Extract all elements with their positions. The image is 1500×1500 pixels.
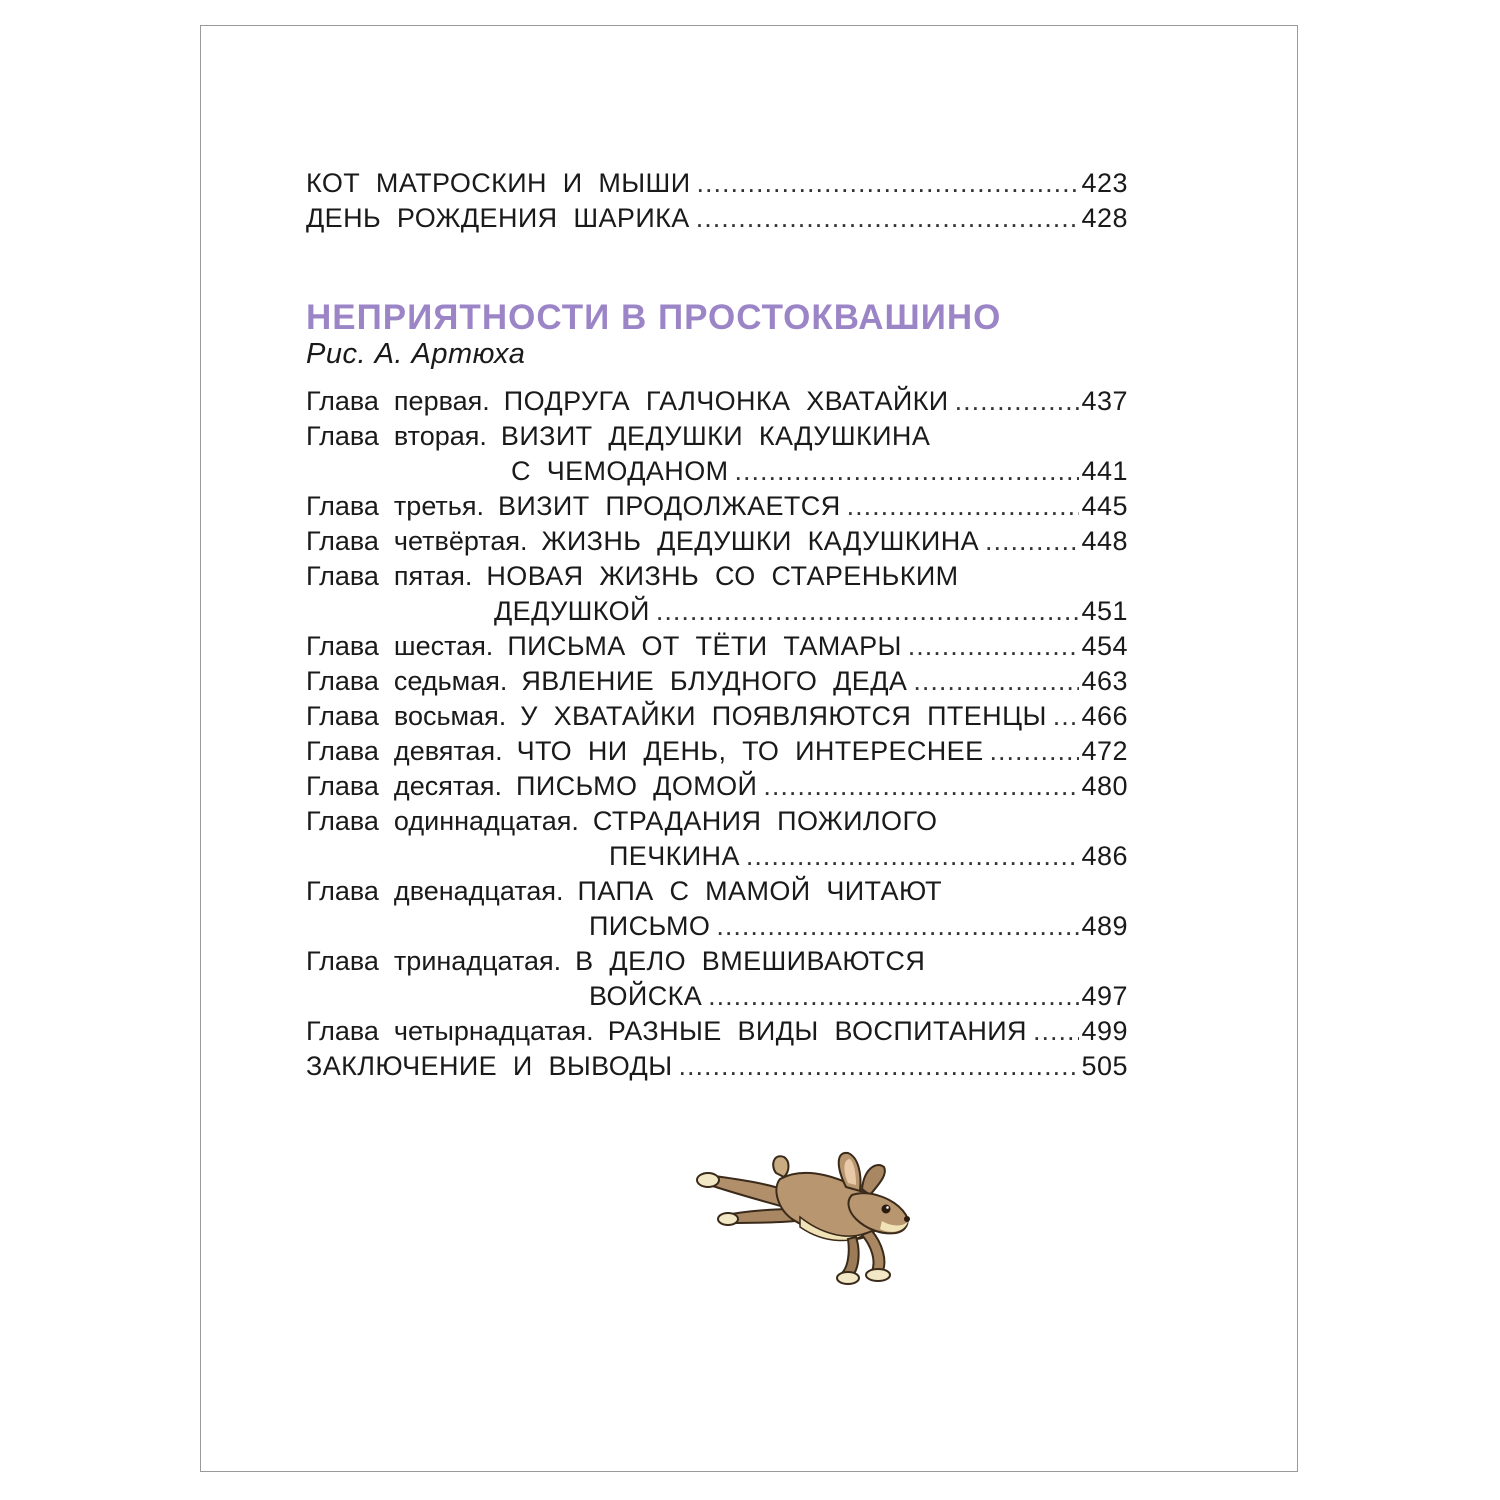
chapter-label: Глава двенадцатая. bbox=[306, 876, 564, 906]
toc-entry[interactable] bbox=[306, 201, 1128, 236]
dot-leader bbox=[1033, 1014, 1079, 1049]
dot-leader bbox=[913, 664, 1079, 699]
page-number: 428 bbox=[1081, 203, 1128, 233]
toc-entry-chapter-4[interactable] bbox=[306, 524, 1128, 559]
chapter-title: ЖИЗНЬ ДЕДУШКИ КАДУШКИНА bbox=[541, 526, 980, 556]
running-hare-icon bbox=[696, 1143, 926, 1288]
page-number: 437 bbox=[1081, 386, 1128, 416]
page-number: 472 bbox=[1081, 736, 1128, 766]
dot-leader bbox=[708, 979, 1079, 1014]
dot-leader bbox=[735, 454, 1080, 489]
section-title: НЕПРИЯТНОСТИ В ПРОСТОКВАШИНО bbox=[306, 298, 1002, 337]
page-number: 489 bbox=[1081, 911, 1128, 941]
page-number: 463 bbox=[1081, 666, 1128, 696]
book-page bbox=[200, 25, 1298, 1472]
page-number: 480 bbox=[1081, 771, 1128, 801]
entry-title: ЗАКЛЮЧЕНИЕ И ВЫВОДЫ bbox=[306, 1051, 673, 1081]
toc-entry-chapter-5-continued[interactable] bbox=[494, 594, 1128, 629]
dot-leader bbox=[955, 384, 1080, 419]
chapter-label: Глава третья. bbox=[306, 491, 484, 521]
chapter-title-continued: ПЕЧКИНА bbox=[609, 841, 740, 871]
chapter-label: Глава десятая. bbox=[306, 771, 503, 801]
chapter-title: ВИЗИТ ДЕДУШКИ КАДУШКИНА bbox=[500, 421, 931, 451]
dot-leader bbox=[696, 201, 1080, 236]
toc-entry-chapter-2[interactable] bbox=[306, 419, 1128, 454]
dot-leader bbox=[746, 839, 1080, 874]
toc-entry-conclusion[interactable] bbox=[306, 1049, 1128, 1084]
page-number: 466 bbox=[1081, 701, 1128, 731]
chapter-label: Глава седьмая. bbox=[306, 666, 508, 696]
chapter-title: СТРАДАНИЯ ПОЖИЛОГО bbox=[592, 806, 938, 836]
chapter-title: ВИЗИТ ПРОДОЛЖАЕТСЯ bbox=[498, 491, 841, 521]
toc-entry-chapter-12-continued[interactable] bbox=[589, 909, 1128, 944]
chapter-title-continued: ДЕДУШКОЙ bbox=[494, 596, 650, 626]
toc-entry-chapter-10[interactable] bbox=[306, 769, 1128, 804]
chapter-label: Глава четвёртая. bbox=[306, 526, 528, 556]
dot-leader bbox=[656, 594, 1080, 629]
dot-leader bbox=[1053, 699, 1080, 734]
toc-entry-chapter-2-continued[interactable] bbox=[511, 454, 1128, 489]
toc-entry-chapter-11-continued[interactable] bbox=[609, 839, 1128, 874]
toc-entry-chapter-6[interactable] bbox=[306, 629, 1128, 664]
chapter-title-continued: ВОЙСКА bbox=[589, 981, 703, 1011]
page-number: 497 bbox=[1081, 981, 1128, 1011]
page-number: 499 bbox=[1081, 1016, 1128, 1046]
page-number: 441 bbox=[1081, 456, 1128, 486]
toc-entry-chapter-13-continued[interactable] bbox=[589, 979, 1128, 1014]
toc-entry-chapter-7[interactable] bbox=[306, 664, 1128, 699]
page-number: 448 bbox=[1081, 526, 1128, 556]
dot-leader bbox=[763, 769, 1079, 804]
toc-entry-chapter-1[interactable] bbox=[306, 384, 1128, 419]
chapter-title: ПИСЬМА ОТ ТЁТИ ТАМАРЫ bbox=[507, 631, 902, 661]
toc-entry-chapter-9[interactable] bbox=[306, 734, 1128, 769]
toc-entry-chapter-14[interactable] bbox=[306, 1014, 1128, 1049]
page-number: 486 bbox=[1081, 841, 1128, 871]
chapter-label: Глава девятая. bbox=[306, 736, 503, 766]
chapter-title: ПОДРУГА ГАЛЧОНКА ХВАТАЙКИ bbox=[503, 386, 949, 416]
chapter-label: Глава шестая. bbox=[306, 631, 494, 661]
chapter-label: Глава тринадцатая. bbox=[306, 946, 562, 976]
entry-title: ДЕНЬ РОЖДЕНИЯ ШАРИКА bbox=[306, 203, 690, 233]
chapter-title-continued: С ЧЕМОДАНОМ bbox=[511, 456, 729, 486]
chapter-title: ПАПА С МАМОЙ ЧИТАЮТ bbox=[577, 876, 943, 906]
dot-leader bbox=[847, 489, 1080, 524]
dot-leader bbox=[716, 909, 1079, 944]
dot-leader bbox=[908, 629, 1080, 664]
page-number: 451 bbox=[1081, 596, 1128, 626]
chapter-title: НОВАЯ ЖИЗНЬ СО СТАРЕНЬКИМ bbox=[486, 561, 959, 591]
chapter-label: Глава одиннадцатая. bbox=[306, 806, 579, 836]
chapter-label: Глава восьмая. bbox=[306, 701, 507, 731]
entry-title: КОТ МАТРОСКИН И МЫШИ bbox=[306, 168, 691, 198]
toc-entry-chapter-12[interactable] bbox=[306, 874, 1128, 909]
chapter-label: Глава четырнадцатая. bbox=[306, 1016, 594, 1046]
toc-entry-chapter-5[interactable] bbox=[306, 559, 1128, 594]
dot-leader bbox=[697, 166, 1080, 201]
chapter-title: ПИСЬМО ДОМОЙ bbox=[516, 771, 758, 801]
chapter-label: Глава пятая. bbox=[306, 561, 473, 591]
page-number: 454 bbox=[1081, 631, 1128, 661]
toc-entry-chapter-13[interactable] bbox=[306, 944, 1128, 979]
dot-leader bbox=[990, 734, 1080, 769]
chapter-title: ЯВЛЕНИЕ БЛУДНОГО ДЕДА bbox=[521, 666, 908, 696]
illustrator-credit: Рис. А. Артюха bbox=[306, 338, 526, 370]
chapter-title: ЧТО НИ ДЕНЬ, ТО ИНТЕРЕСНЕЕ bbox=[516, 736, 984, 766]
dot-leader bbox=[985, 524, 1079, 559]
page-number: 423 bbox=[1081, 168, 1128, 198]
chapter-label: Глава вторая. bbox=[306, 421, 487, 451]
toc-entry-chapter-11[interactable] bbox=[306, 804, 1128, 839]
dot-leader bbox=[679, 1049, 1080, 1084]
page-number: 505 bbox=[1081, 1051, 1128, 1081]
chapter-title: У ХВАТАЙКИ ПОЯВЛЯЮТСЯ ПТЕНЦЫ bbox=[520, 701, 1047, 731]
toc-entry[interactable] bbox=[306, 166, 1128, 201]
chapter-label: Глава первая. bbox=[306, 386, 490, 416]
chapter-title: В ДЕЛО ВМЕШИВАЮТСЯ bbox=[575, 946, 926, 976]
toc-entry-chapter-3[interactable] bbox=[306, 489, 1128, 524]
chapter-title: РАЗНЫЕ ВИДЫ ВОСПИТАНИЯ bbox=[607, 1016, 1027, 1046]
toc-entry-chapter-8[interactable] bbox=[306, 699, 1128, 734]
page-number: 445 bbox=[1081, 491, 1128, 521]
chapter-title-continued: ПИСЬМО bbox=[589, 911, 711, 941]
